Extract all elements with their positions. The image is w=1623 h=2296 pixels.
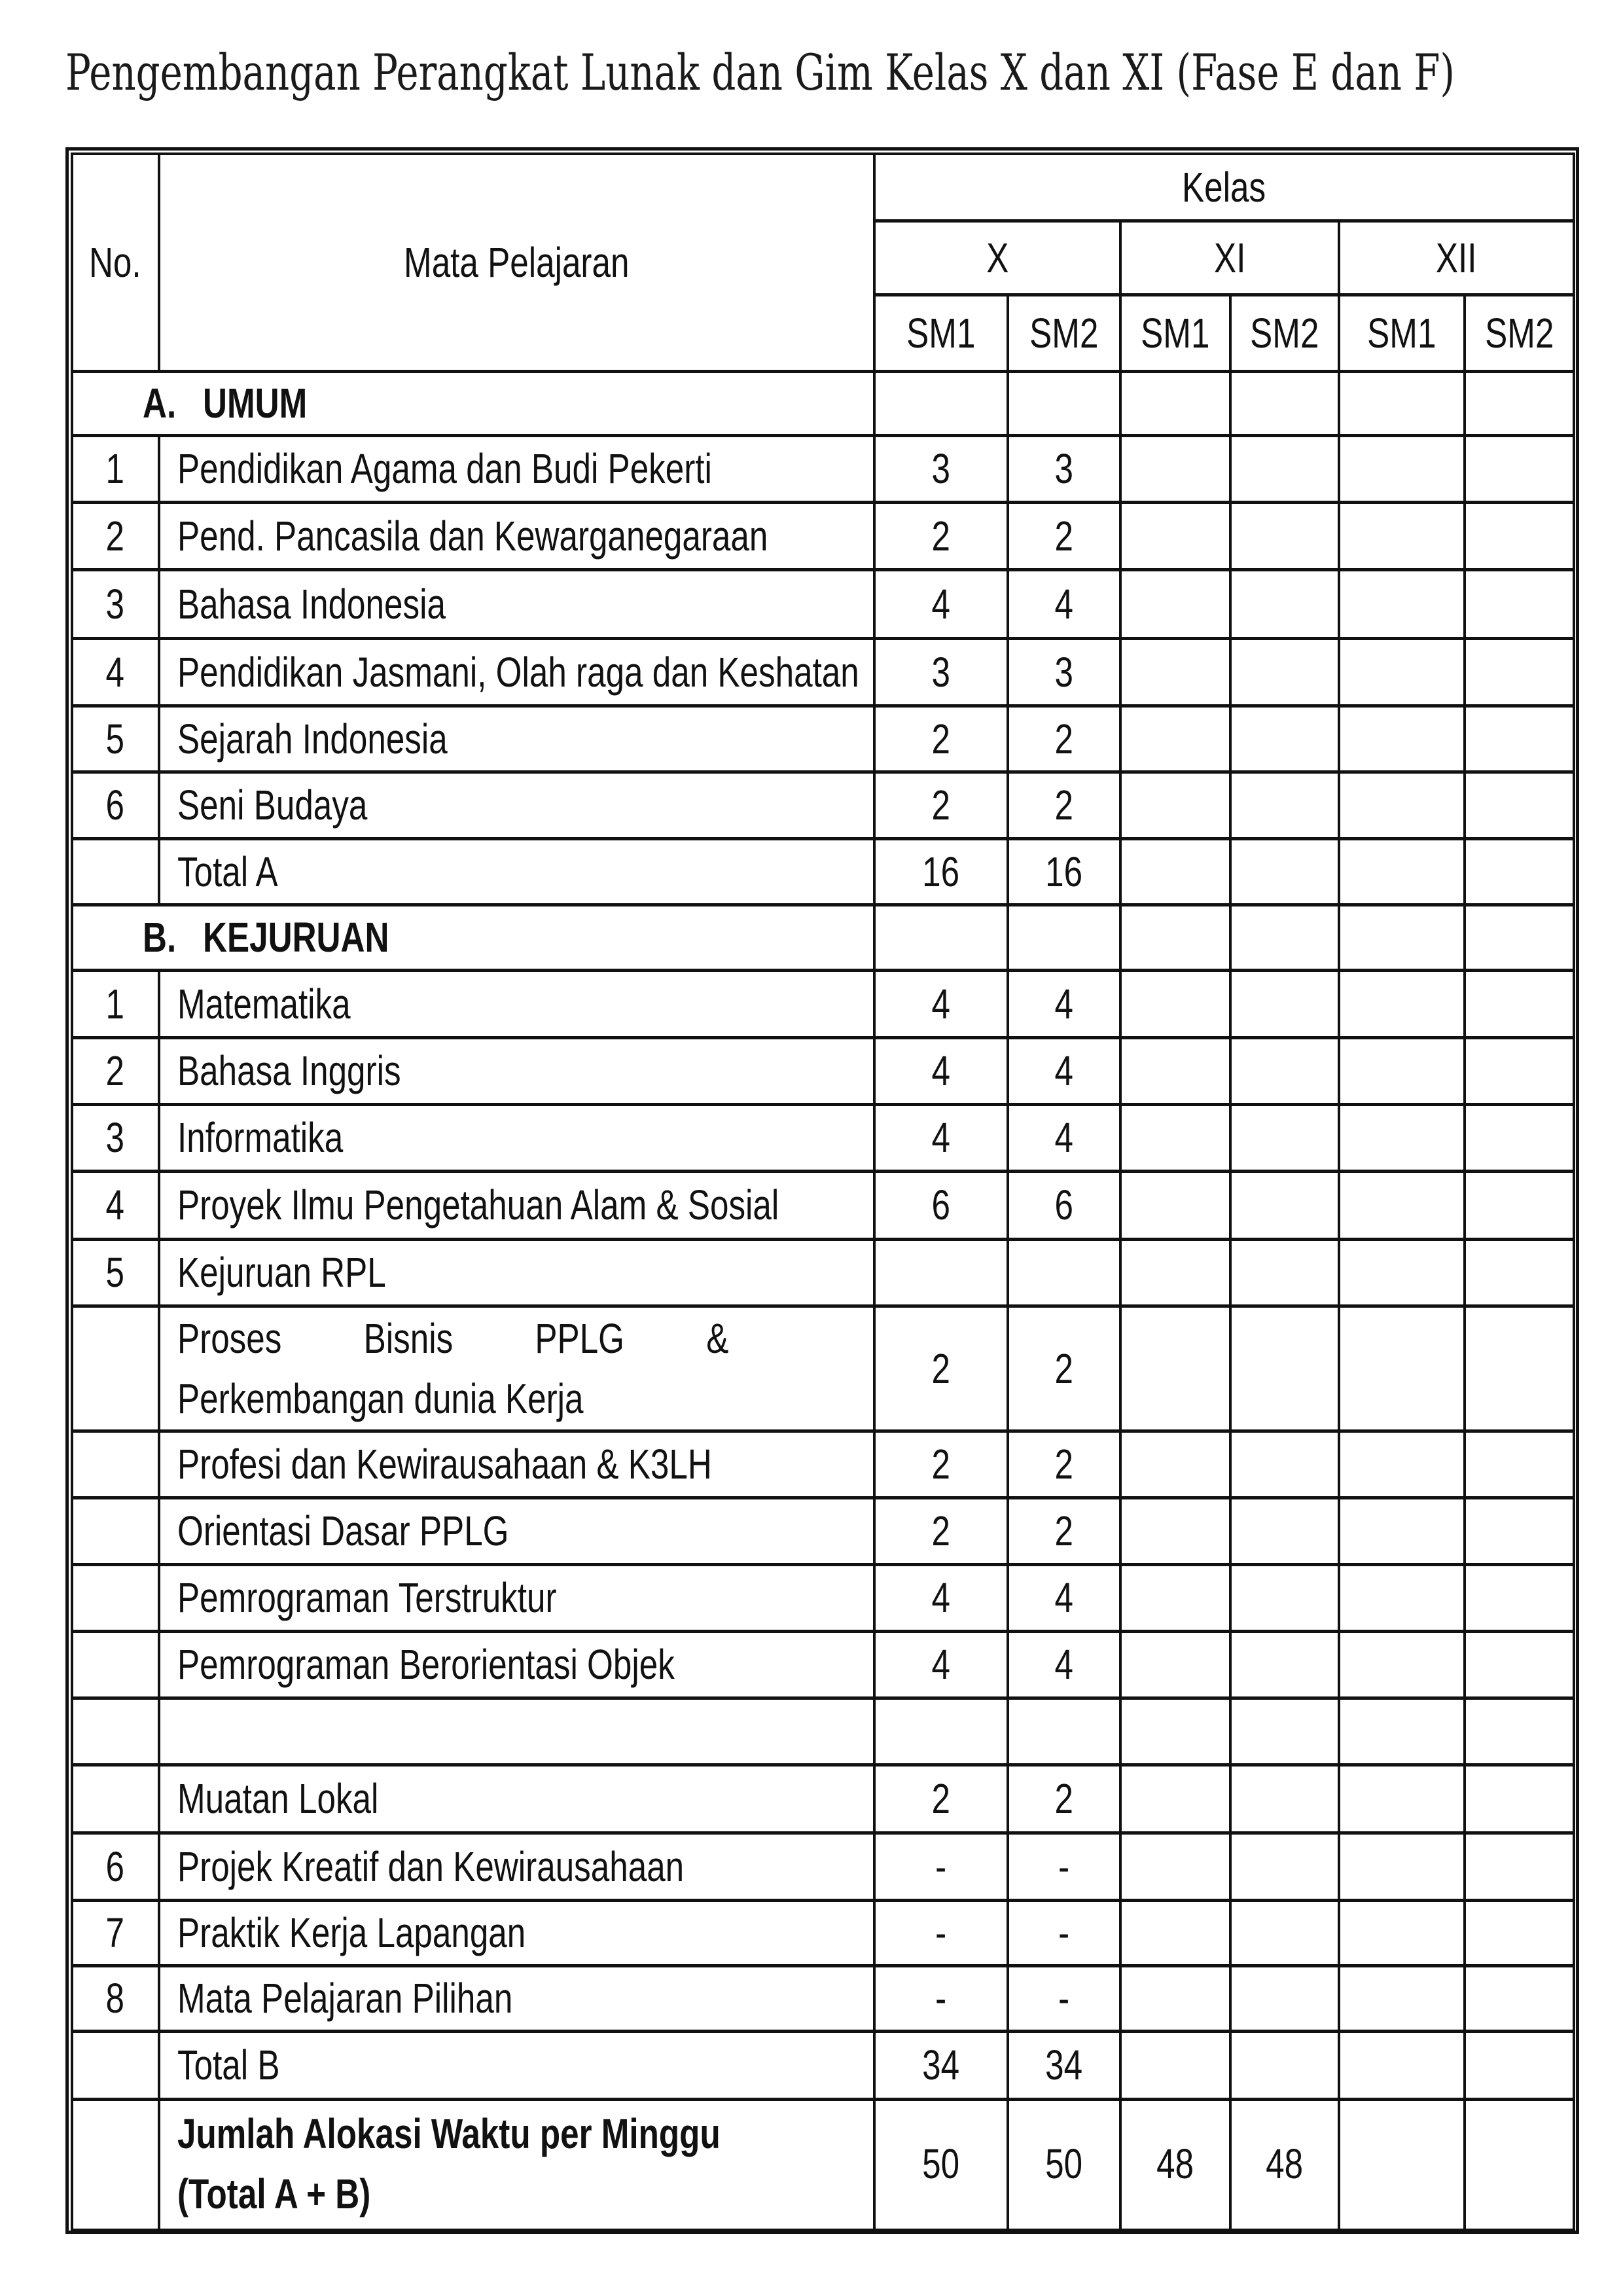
row-value-text: - [935, 1909, 947, 1956]
row-value-text: 4 [931, 980, 951, 1028]
row-value-text: 6 [1054, 1181, 1074, 1229]
row-subject-text: Mata Pelajaran Pilihan [177, 1975, 513, 2022]
row-value-text: 34 [922, 2041, 960, 2089]
header-semester-text: SM1 [906, 309, 976, 357]
row-value-text: - [1058, 1975, 1070, 2022]
row-no-text: 5 [105, 1249, 124, 1296]
row-no-text: 4 [105, 648, 124, 696]
section-letter: B. [143, 914, 177, 961]
row-value-text: 4 [931, 1574, 951, 1621]
row-value-text: 50 [1045, 2140, 1083, 2187]
row-value-text: - [935, 1842, 947, 1890]
row-value-text: 2 [1054, 781, 1074, 829]
row-value-text: 4 [1054, 1574, 1074, 1621]
row-subject-text: Total A [177, 848, 278, 895]
row-value-text: 4 [1054, 1641, 1074, 1688]
row-value-text: 4 [931, 1641, 951, 1688]
row-value-text: 4 [1054, 1047, 1074, 1094]
row-value-text: 2 [1054, 715, 1074, 762]
row-subject-text: Matematika [177, 980, 351, 1028]
row-subject-text: Bahasa Indonesia [177, 580, 446, 628]
row-value-text: 2 [931, 512, 951, 560]
row-subject-text: Proses Bisnis PPLG & Perkembangan dunia Kerja [177, 1314, 729, 1422]
row-value-text: 3 [931, 445, 951, 492]
row-value-text: 4 [931, 1114, 951, 1161]
row-subject-text: Orientasi Dasar PPLG [177, 1507, 509, 1554]
section-label: UMUM [203, 380, 308, 427]
row-value-text: 34 [1045, 2041, 1083, 2089]
row-subject-text: Pend. Pancasila dan Kewarganegaraan [177, 512, 768, 560]
row-value-text: 2 [931, 1775, 951, 1822]
row-subject-text: Praktik Kerja Lapangan [177, 1909, 526, 1956]
row-no-text: 1 [105, 445, 124, 492]
row-value-text: 3 [1054, 445, 1074, 492]
row-no-text: 8 [105, 1975, 124, 2022]
row-value-text: 4 [1054, 980, 1074, 1028]
row-subject-text: Bahasa Inggris [177, 1047, 401, 1094]
row-subject-text: Pendidikan Agama dan Budi Pekerti [177, 445, 712, 492]
header-semester-text: SM2 [1484, 309, 1554, 357]
row-subject-text: Pendidikan Jasmani, Olah raga dan Keshatan [177, 648, 859, 696]
section-letter: A. [143, 380, 177, 427]
row-value-text: 4 [931, 580, 951, 628]
section-label: KEJURUAN [203, 914, 389, 961]
row-value-text: 2 [931, 781, 951, 829]
row-value-text: - [935, 1975, 947, 2022]
row-value-text: - [1058, 1909, 1070, 1956]
row-value-text: 48 [1266, 2140, 1304, 2187]
row-value-text: 4 [1054, 580, 1074, 628]
row-no-text: 4 [105, 1181, 124, 1229]
row-value-text: 2 [931, 1507, 951, 1554]
header-grade-text: XII [1436, 234, 1477, 281]
row-value-text: 16 [1045, 848, 1083, 895]
row-value-text: - [1058, 1842, 1070, 1890]
row-subject-text: Proyek Ilmu Pengetahuan Alam & Sosial [177, 1181, 779, 1229]
row-no-text: 2 [105, 512, 124, 560]
row-subject-text: Sejarah Indonesia [177, 715, 448, 762]
row-subject-text: Kejuruan RPL [177, 1249, 386, 1296]
row-value-text: 3 [931, 648, 951, 696]
row-value-text: 2 [1054, 1507, 1074, 1554]
row-value-text: 4 [1054, 1114, 1074, 1161]
table-inner-border [71, 152, 1575, 2233]
row-value-text: 50 [922, 2140, 960, 2187]
row-value-text: 4 [931, 1047, 951, 1094]
row-value-text: 2 [1054, 1344, 1074, 1392]
row-no-text: 6 [105, 1842, 124, 1890]
header-semester-text: SM2 [1029, 309, 1099, 357]
header-grade-text: XI [1213, 234, 1246, 281]
row-no-text: 2 [105, 1047, 124, 1094]
row-value-text: 2 [931, 1441, 951, 1488]
row-value-text: 16 [922, 848, 960, 895]
row-value-text: 6 [931, 1181, 951, 1229]
header-semester-text: SM1 [1367, 309, 1436, 357]
row-subject-text: Total B [177, 2041, 280, 2089]
row-no-text: 6 [105, 781, 124, 829]
row-value-text: 2 [1054, 1775, 1074, 1822]
row-subject-text: Seni Budaya [177, 781, 368, 829]
row-value-text: 3 [1054, 648, 1074, 696]
header-semester-text: SM2 [1250, 309, 1319, 357]
header-subject-text: Mata Pelajaran [404, 239, 630, 286]
row-no-text: 3 [105, 1114, 124, 1161]
row-no-text: 1 [105, 980, 124, 1028]
header-kelas-text: Kelas [1182, 164, 1266, 211]
row-no-text: 3 [105, 580, 124, 628]
row-value-text: 2 [1054, 1441, 1074, 1488]
row-subject-text: Jumlah Alokasi Waktu per Minggu (Total A + B) [177, 2110, 721, 2217]
row-subject-text: Projek Kreatif dan Kewirausahaan [177, 1842, 685, 1890]
row-subject-text: Pemrograman Terstruktur [177, 1574, 557, 1621]
row-subject-text: Muatan Lokal [177, 1775, 379, 1822]
header-semester-text: SM1 [1141, 309, 1210, 357]
document-title: Pengembangan Perangkat Lunak dan Gim Kelas X dan XI (Fase E dan F) [65, 43, 1455, 101]
row-value-text: 2 [931, 1344, 951, 1392]
row-value-text: 48 [1156, 2140, 1194, 2187]
header-grade-text: X [986, 234, 1009, 281]
row-no-text: 7 [105, 1909, 124, 1956]
row-no-text: 5 [105, 715, 124, 762]
row-subject-text: Profesi dan Kewirausahaan & K3LH [177, 1441, 712, 1488]
row-subject-text: Pemrograman Berorientasi Objek [177, 1641, 675, 1688]
row-value-text: 2 [931, 715, 951, 762]
header-no-text: No. [88, 239, 141, 286]
row-value-text: 2 [1054, 512, 1074, 560]
row-subject-text: Informatika [177, 1114, 344, 1161]
